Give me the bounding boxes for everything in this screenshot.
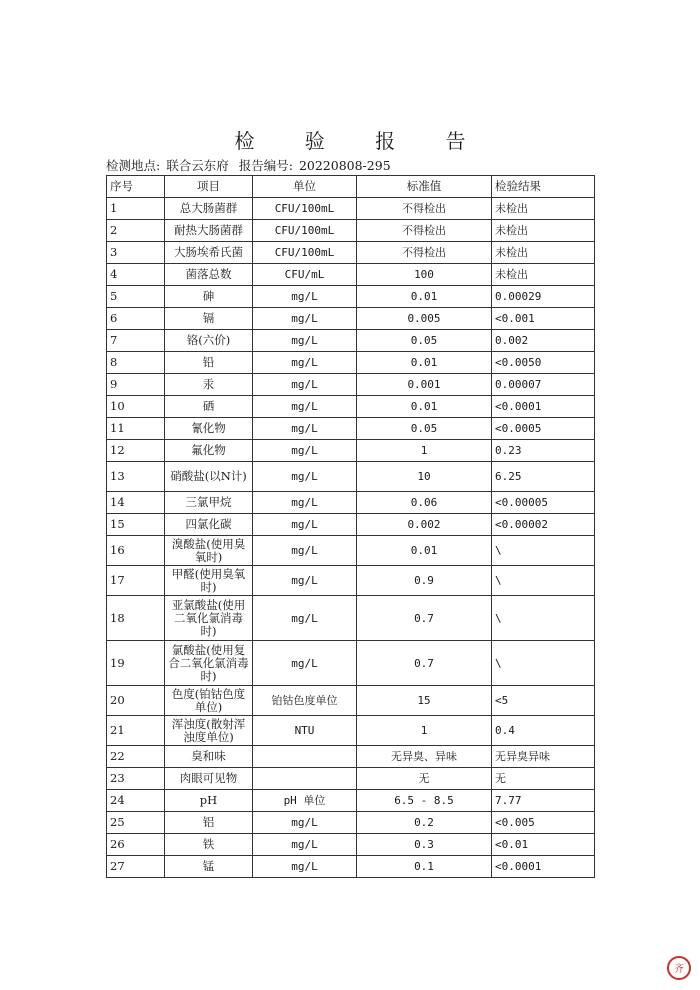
- cell-result: <0.0005: [492, 418, 595, 440]
- cell-result: 6.25: [492, 462, 595, 492]
- cell-serial: 11: [107, 418, 165, 440]
- report-meta: [106, 156, 397, 174]
- cell-unit: CFU/100mL: [253, 220, 357, 242]
- table-row: [107, 418, 595, 440]
- cell-serial: 25: [107, 812, 165, 834]
- cell-item: 菌落总数: [165, 264, 253, 286]
- cell-item: 铬(六价): [165, 330, 253, 352]
- cell-unit: mg/L: [253, 462, 357, 492]
- cell-serial: 10: [107, 396, 165, 418]
- cell-serial: 6: [107, 308, 165, 330]
- cell-item: 甲醛(使用臭氧时): [165, 566, 253, 596]
- cell-item: 硝酸盐(以N计): [165, 462, 253, 492]
- cell-item: 溴酸盐(使用臭氧时): [165, 536, 253, 566]
- table-row: [107, 198, 595, 220]
- table-row: [107, 492, 595, 514]
- report-no-value: 20220808-295: [298, 158, 391, 173]
- cell-result: 0.002: [492, 330, 595, 352]
- svg-text:齐: 齐: [674, 964, 684, 975]
- cell-standard: 0.05: [357, 418, 492, 440]
- cell-item: 四氯化碳: [165, 514, 253, 536]
- cell-item: 氯酸盐(使用复合二氧化氯消毒时): [165, 641, 253, 686]
- cell-result: \: [492, 596, 595, 641]
- cell-unit: mg/L: [253, 352, 357, 374]
- cell-unit: mg/L: [253, 834, 357, 856]
- cell-item: 硒: [165, 396, 253, 418]
- cell-serial: 5: [107, 286, 165, 308]
- cell-item: pH: [165, 790, 253, 812]
- table-row: [107, 641, 595, 686]
- table-row: [107, 566, 595, 596]
- cell-unit: mg/L: [253, 286, 357, 308]
- cell-result: 未检出: [492, 242, 595, 264]
- cell-result: 0.4: [492, 716, 595, 746]
- table-row: [107, 686, 595, 716]
- cell-unit: CFU/100mL: [253, 242, 357, 264]
- cell-standard: 0.01: [357, 286, 492, 308]
- cell-unit: [253, 768, 357, 790]
- header-unit: 单位: [253, 176, 357, 198]
- cell-item: 臭和味: [165, 746, 253, 768]
- cell-serial: 15: [107, 514, 165, 536]
- cell-serial: 12: [107, 440, 165, 462]
- cell-result: 0.00029: [492, 286, 595, 308]
- table-header-row: [107, 176, 595, 198]
- cell-standard: 100: [357, 264, 492, 286]
- cell-item: 色度(铂钴色度单位): [165, 686, 253, 716]
- cell-result: <0.001: [492, 308, 595, 330]
- cell-standard: 0.002: [357, 514, 492, 536]
- cell-unit: pH 单位: [253, 790, 357, 812]
- cell-result: <5: [492, 686, 595, 716]
- cell-serial: 17: [107, 566, 165, 596]
- cell-result: <0.00002: [492, 514, 595, 536]
- table-row: [107, 856, 595, 878]
- cell-result: 未检出: [492, 220, 595, 242]
- cell-result: <0.0050: [492, 352, 595, 374]
- cell-result: 未检出: [492, 198, 595, 220]
- cell-item: 铁: [165, 834, 253, 856]
- cell-item: 铅: [165, 352, 253, 374]
- table-row: [107, 716, 595, 746]
- cell-standard: 0.005: [357, 308, 492, 330]
- cell-serial: 14: [107, 492, 165, 514]
- cell-result: 无异臭异味: [492, 746, 595, 768]
- cell-unit: mg/L: [253, 330, 357, 352]
- header-standard: 标准值: [357, 176, 492, 198]
- cell-unit: mg/L: [253, 396, 357, 418]
- cell-serial: 21: [107, 716, 165, 746]
- header-item: 项目: [165, 176, 253, 198]
- cell-serial: 2: [107, 220, 165, 242]
- cell-serial: 3: [107, 242, 165, 264]
- table-row: [107, 812, 595, 834]
- cell-serial: 22: [107, 746, 165, 768]
- table-row: [107, 536, 595, 566]
- cell-item: 大肠埃希氏菌: [165, 242, 253, 264]
- cell-unit: mg/L: [253, 596, 357, 641]
- cell-item: 三氯甲烷: [165, 492, 253, 514]
- cell-result: 7.77: [492, 790, 595, 812]
- cell-standard: 0.01: [357, 536, 492, 566]
- cell-standard: 0.06: [357, 492, 492, 514]
- cell-item: 汞: [165, 374, 253, 396]
- location-value: 联合云东府: [166, 158, 229, 173]
- table-row: [107, 790, 595, 812]
- table-row: [107, 352, 595, 374]
- cell-result: \: [492, 536, 595, 566]
- cell-standard: 0.7: [357, 641, 492, 686]
- table-row: [107, 396, 595, 418]
- cell-unit: mg/L: [253, 536, 357, 566]
- report-no-label: 报告编号:: [238, 158, 293, 173]
- cell-standard: 0.001: [357, 374, 492, 396]
- header-serial: 序号: [107, 176, 165, 198]
- cell-serial: 19: [107, 641, 165, 686]
- cell-item: 亚氯酸盐(使用二氧化氯消毒时): [165, 596, 253, 641]
- cell-item: 总大肠菌群: [165, 198, 253, 220]
- table-row: [107, 440, 595, 462]
- cell-serial: 8: [107, 352, 165, 374]
- table-row: [107, 308, 595, 330]
- cell-result: 0.23: [492, 440, 595, 462]
- cell-unit: CFU/mL: [253, 264, 357, 286]
- cell-serial: 9: [107, 374, 165, 396]
- cell-serial: 7: [107, 330, 165, 352]
- cell-unit: NTU: [253, 716, 357, 746]
- cell-unit: mg/L: [253, 514, 357, 536]
- cell-item: 氰化物: [165, 418, 253, 440]
- cell-unit: [253, 746, 357, 768]
- table-row: [107, 264, 595, 286]
- table-row: [107, 768, 595, 790]
- cell-serial: 26: [107, 834, 165, 856]
- table-row: [107, 462, 595, 492]
- cell-standard: 10: [357, 462, 492, 492]
- cell-standard: 6.5 - 8.5: [357, 790, 492, 812]
- cell-standard: 不得检出: [357, 242, 492, 264]
- cell-unit: mg/L: [253, 641, 357, 686]
- cell-item: 锰: [165, 856, 253, 878]
- table-row: [107, 596, 595, 641]
- cell-result: \: [492, 566, 595, 596]
- location-label: 检测地点:: [106, 158, 161, 173]
- cell-serial: 1: [107, 198, 165, 220]
- cell-serial: 27: [107, 856, 165, 878]
- table-body: [107, 198, 595, 878]
- cell-serial: 18: [107, 596, 165, 641]
- cell-unit: mg/L: [253, 308, 357, 330]
- report-title: 检 验 报 告: [234, 129, 488, 154]
- cell-item: 砷: [165, 286, 253, 308]
- cell-unit: mg/L: [253, 856, 357, 878]
- cell-item: 铝: [165, 812, 253, 834]
- cell-unit: 铂钴色度单位: [253, 686, 357, 716]
- cell-item: 耐热大肠菌群: [165, 220, 253, 242]
- cell-standard: 无: [357, 768, 492, 790]
- cell-result: <0.0001: [492, 856, 595, 878]
- cell-item: 肉眼可见物: [165, 768, 253, 790]
- cell-unit: mg/L: [253, 374, 357, 396]
- watermark-logo-icon: [666, 956, 692, 980]
- cell-standard: 0.01: [357, 352, 492, 374]
- cell-standard: 不得检出: [357, 220, 492, 242]
- cell-unit: mg/L: [253, 566, 357, 596]
- cell-serial: 4: [107, 264, 165, 286]
- table-row: [107, 242, 595, 264]
- cell-item: 浑浊度(散射浑浊度单位): [165, 716, 253, 746]
- cell-unit: mg/L: [253, 492, 357, 514]
- cell-serial: 16: [107, 536, 165, 566]
- table-row: [107, 330, 595, 352]
- cell-standard: 0.05: [357, 330, 492, 352]
- cell-item: 氟化物: [165, 440, 253, 462]
- cell-standard: 15: [357, 686, 492, 716]
- cell-result: <0.0001: [492, 396, 595, 418]
- inspection-table: [106, 175, 595, 878]
- cell-unit: CFU/100mL: [253, 198, 357, 220]
- cell-standard: 无异臭、异味: [357, 746, 492, 768]
- cell-serial: 24: [107, 790, 165, 812]
- table-row: [107, 514, 595, 536]
- cell-standard: 1: [357, 440, 492, 462]
- cell-unit: mg/L: [253, 812, 357, 834]
- cell-standard: 0.7: [357, 596, 492, 641]
- cell-result: \: [492, 641, 595, 686]
- cell-standard: 0.1: [357, 856, 492, 878]
- cell-standard: 不得检出: [357, 198, 492, 220]
- table-row: [107, 286, 595, 308]
- cell-result: <0.01: [492, 834, 595, 856]
- cell-unit: mg/L: [253, 418, 357, 440]
- table-row: [107, 746, 595, 768]
- cell-result: 未检出: [492, 264, 595, 286]
- cell-standard: 1: [357, 716, 492, 746]
- table-row: [107, 374, 595, 396]
- cell-result: 无: [492, 768, 595, 790]
- cell-serial: 20: [107, 686, 165, 716]
- cell-serial: 23: [107, 768, 165, 790]
- cell-standard: 0.9: [357, 566, 492, 596]
- cell-result: <0.005: [492, 812, 595, 834]
- cell-serial: 13: [107, 462, 165, 492]
- cell-standard: 0.3: [357, 834, 492, 856]
- cell-unit: mg/L: [253, 440, 357, 462]
- cell-item: 镉: [165, 308, 253, 330]
- cell-result: 0.00007: [492, 374, 595, 396]
- cell-standard: 0.01: [357, 396, 492, 418]
- cell-standard: 0.2: [357, 812, 492, 834]
- table-row: [107, 220, 595, 242]
- cell-result: <0.00005: [492, 492, 595, 514]
- header-result: 检验结果: [492, 176, 595, 198]
- table-row: [107, 834, 595, 856]
